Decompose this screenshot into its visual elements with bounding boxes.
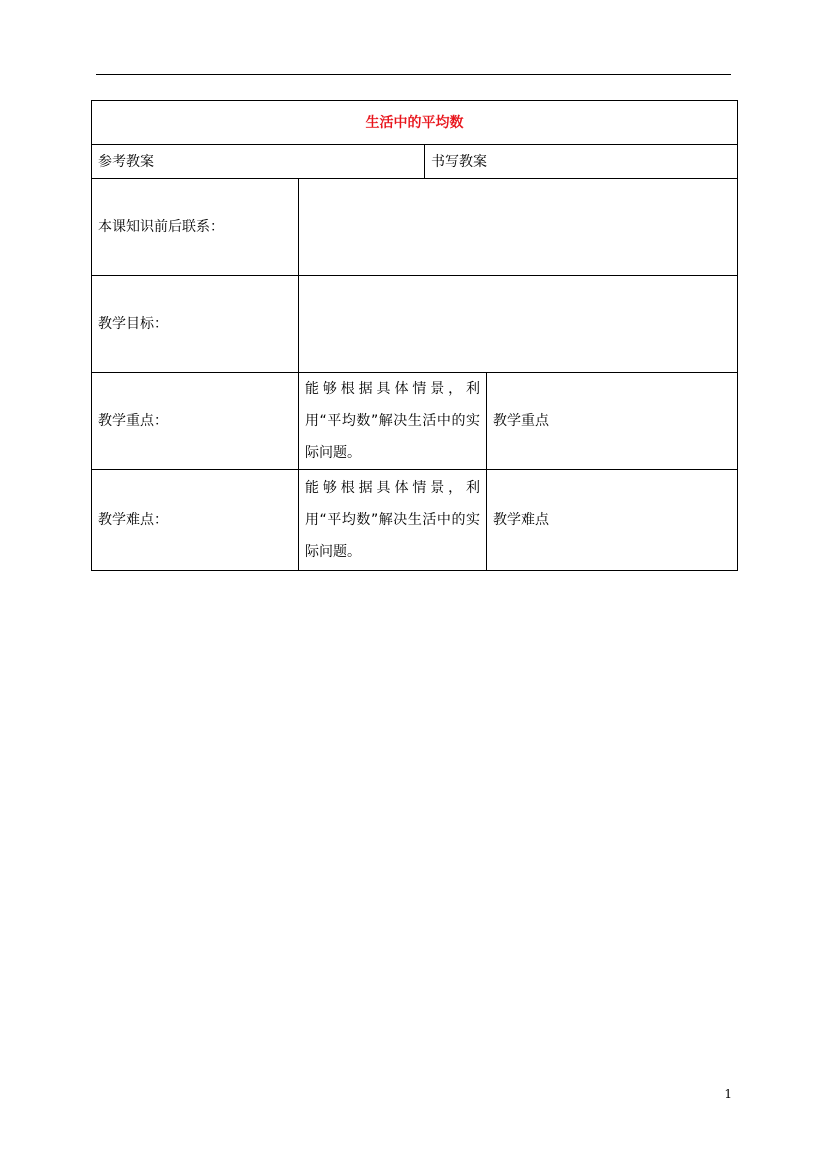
title-row (92, 101, 738, 145)
row-note: 教学难点 (487, 470, 738, 571)
difficulty-text: 能够根据具体情景，利用“平均数”解决生活中的实际问题。 (305, 480, 480, 560)
row-content (299, 470, 487, 571)
row-content (299, 373, 487, 470)
page-number: 1 (724, 1087, 732, 1101)
row-label: 教学难点： (92, 470, 299, 571)
row-content (299, 179, 738, 276)
row-label: 教学目标： (92, 276, 299, 373)
key-point-text: 能够根据具体情景，利用“平均数”解决生活中的实际问题。 (305, 381, 480, 461)
written-plan-header: 书写教案 (425, 145, 738, 179)
table-row (92, 470, 738, 571)
lesson-plan-table (91, 100, 738, 571)
reference-plan-header: 参考教案 (92, 145, 425, 179)
row-note: 教学重点 (487, 373, 738, 470)
table-row (92, 276, 738, 373)
row-label: 教学重点： (92, 373, 299, 470)
table-row (92, 373, 738, 470)
row-label: 本课知识前后联系： (92, 179, 299, 276)
header-rule (96, 74, 731, 75)
document-title: 生活中的平均数 (92, 101, 738, 145)
header-row (92, 145, 738, 179)
table-row (92, 179, 738, 276)
row-content (299, 276, 738, 373)
